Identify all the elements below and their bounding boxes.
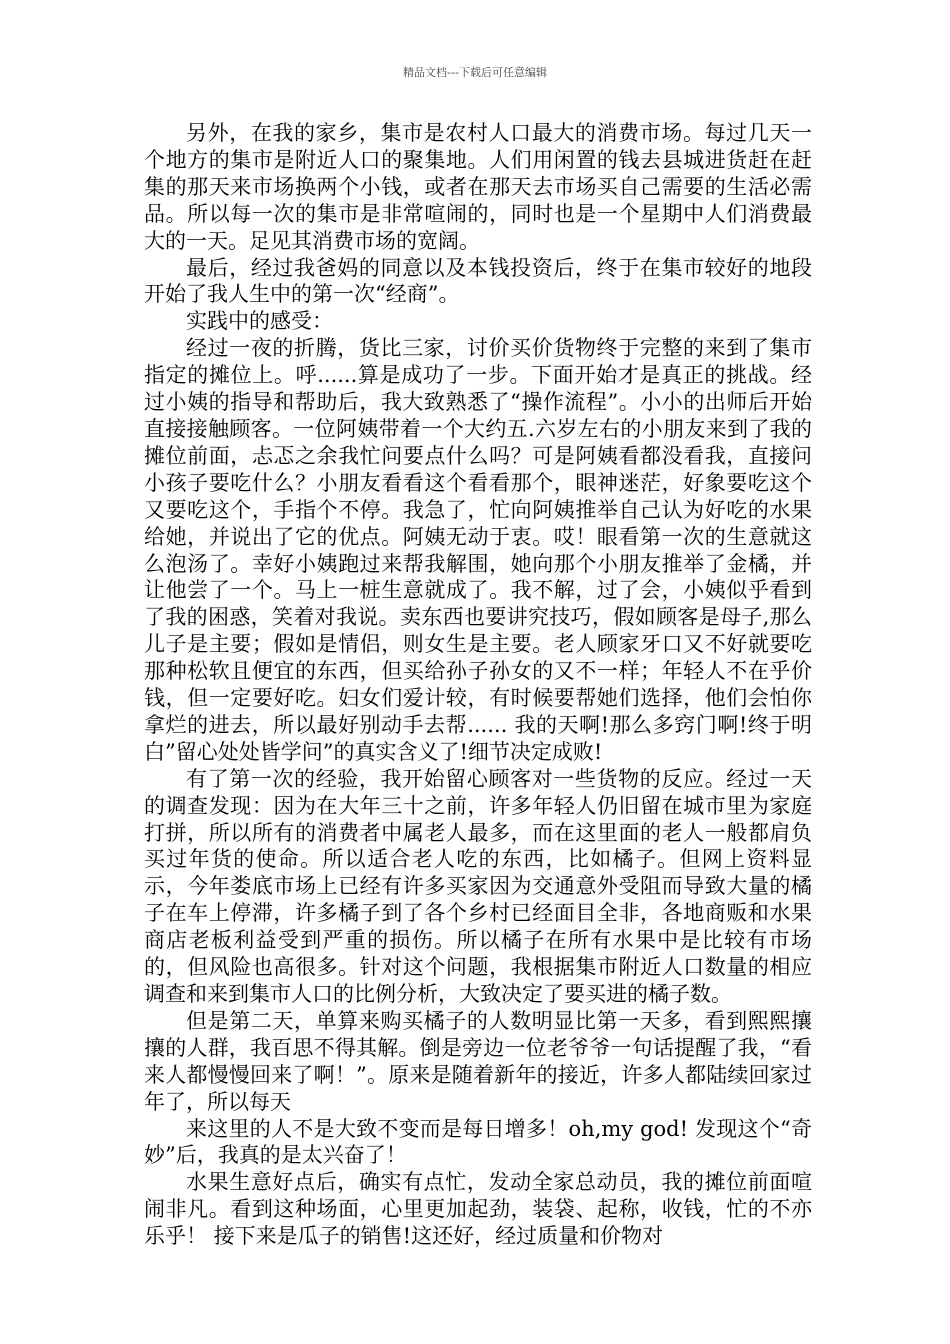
paragraph: 有了第一次的经验，我开始留心顾客对一些货物的反应。经过一天的调查发现：因为在大年三十之前，许多年轻人仍旧留在城市里为家庭打拼，所以所有的消费者中属老人最多，而在这里面的老人一般都肩负买过年货的使命。所以适合老人吃的东西，比如橘子。但网上资料显示，今年娄底市场上已经有许多买家因为交通意外受阻而导致大量的橘子在车上停滞，许多橘子到了各个乡村已经面目全非，各地商贩和水果商店老板利益受到严重的损伤。所以橘子在所有水果中是比较有市场的，但风险也高很多。针对这个问题，我根据集市附近人口数量的相应调查和来到集市人口的比例分析，大致决定了要买进的橘子数。: [144, 766, 812, 1006]
paragraph: 但是第二天，单算来购买橘子的人数明显比第一天多，看到熙熙攘攘的人群，我百思不得其解。倒是旁边一位老爷爷一句话提醒了我，“看来人都慢慢回来了啊！”。原来是随着新年的接近，许多人都陆续回家过年了，所以每天: [144, 1008, 812, 1114]
page-header: 精品文档---下载后可任意编辑: [403, 66, 547, 79]
paragraph: 经过一夜的折腾，货比三家，讨价买价货物终于完整的来到了集市指定的摊位上。呼......算是成功了一步。下面开始才是真正的挑战。经过小姨的指导和帮助后，我大致熟悉了“操作流程”。小小的出师后开始直接接触顾客。一位阿姨带着一个大约五.六岁左右的小朋友来到了我的摊位前面，忐忑之余我忙问要点什么吗？可是阿姨看都没看我，直接问小孩子要吃什么？小朋友看看这个看看那个，眼神迷茫，好象要吃这个又要吃这个，手指个不停。我急了，忙向阿姨推举自己认为好吃的水果给她，并说出了它的优点。阿姨无动于衷。哎！眼看第一次的生意就这么泡汤了。幸好小姨跑过来帮我解围，她向那个小朋友推举了金橘，并让他尝了一个。马上一桩生意就成了。我不解，过了会，小姨似乎看到了我的困惑，笑着对我说。卖东西也要讲究技巧，假如顾客是母子,那么儿子是主要；假如是情侣，则女生是主要。老人顾家牙口又不好就要吃那种松软且便宜的东西，但买给孙子孙女的又不一样；年轻人不在乎价钱，但一定要好吃。妇女们爱计较，有时候要帮她们选择，他们会怕你拿烂的进去，所以最好别动手去帮...... 我的天啊!那么多窍门啊!终于明白”留心处处皆学问”的真实含义了!细节决定成败!: [144, 336, 812, 764]
paragraph: 来这里的人不是大致不变而是每日增多！oh,my god! 发现这个“奇妙”后，我真的是太兴奋了！: [144, 1116, 812, 1168]
paragraph: 水果生意好点后，确实有点忙，发动全家总动员，我的摊位前面喧闹非凡。看到这种场面，心里更加起劲，装袋、起称，收钱，忙的不亦乐乎！ 接下来是瓜子的销售!这还好，经过质量和价物对: [144, 1170, 812, 1249]
paragraph: 最后，经过我爸妈的同意以及本钱投资后，终于在集市较好的地段开始了我人生中的第一次“经商”。: [144, 255, 812, 307]
document-body: [144, 120, 812, 1250]
paragraph: 实践中的感受：: [186, 309, 333, 334]
paragraph: 另外，在我的家乡，集市是农村人口最大的消费市场。每过几天一个地方的集市是附近人口的聚集地。人们用闲置的钱去县城进货赶在赶集的那天来市场换两个小钱，或者在那天去市场买自己需要的生活必需品。所以每一次的集市是非常喧闹的，同时也是一个星期中人们消费最大的一天。足见其消费市场的宽阔。: [144, 121, 812, 253]
